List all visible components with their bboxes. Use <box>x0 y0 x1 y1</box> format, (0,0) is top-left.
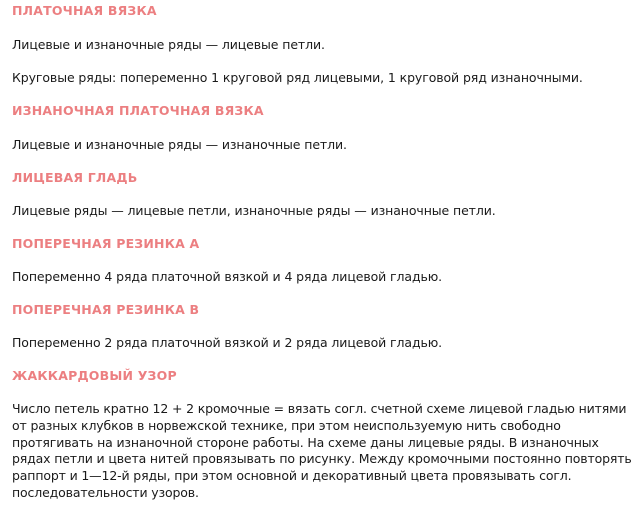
section-heading-platochnaya-vyazka: ПЛАТОЧНАЯ ВЯЗКА <box>12 3 157 18</box>
section-heading-poperechnaya-rezinka-b: ПОПЕРЕЧНАЯ РЕЗИНКА В <box>12 302 200 317</box>
paragraph: Лицевые ряды — лицевые петли, изнаночные ряды — изнаночные петли. <box>12 203 496 218</box>
paragraph: Попеременно 4 ряда платочной вязкой и 4 ряда лицевой гладью. <box>12 269 443 284</box>
section-heading-poperechnaya-rezinka-a: ПОПЕРЕЧНАЯ РЕЗИНКА А <box>12 236 200 251</box>
section-heading-iznanochnaya-platochnaya-vyazka: ИЗНАНОЧНАЯ ПЛАТОЧНАЯ ВЯЗКА <box>12 103 264 118</box>
paragraph: Лицевые и изнаночные ряды — изнаночные петли. <box>12 137 347 152</box>
paragraph: Лицевые и изнаночные ряды — лицевые петли. <box>12 37 325 52</box>
section-heading-zhakkardovyy-uzor: ЖАККАРДОВЫЙ УЗОР <box>12 368 177 383</box>
section-heading-litsevaya-glad: ЛИЦЕВАЯ ГЛАДЬ <box>12 170 138 185</box>
paragraph: Круговые ряды: попеременно 1 круговой ряд лицевыми, 1 круговой ряд изнаночными. <box>12 70 583 85</box>
paragraph: Число петель кратно 12 + 2 кромочные = вязать согл. счетной схеме лицевой гладью нитями от разных клубков в норвежской технике, при этом неиспользуемую нить свободно протягивать на изнаночной стороне работы. На схеме даны лицевые ряды. В изнаночных рядах петли и цвета нитей провязывать по рисунку. Между кромочными постоянно повторять раппорт и 1—12-й ряды, при этом основной и декоративный цвета провязывать согл. последовательности узоров. <box>12 401 632 500</box>
paragraph: Попеременно 2 ряда платочной вязкой и 2 ряда лицевой гладью. <box>12 335 443 350</box>
